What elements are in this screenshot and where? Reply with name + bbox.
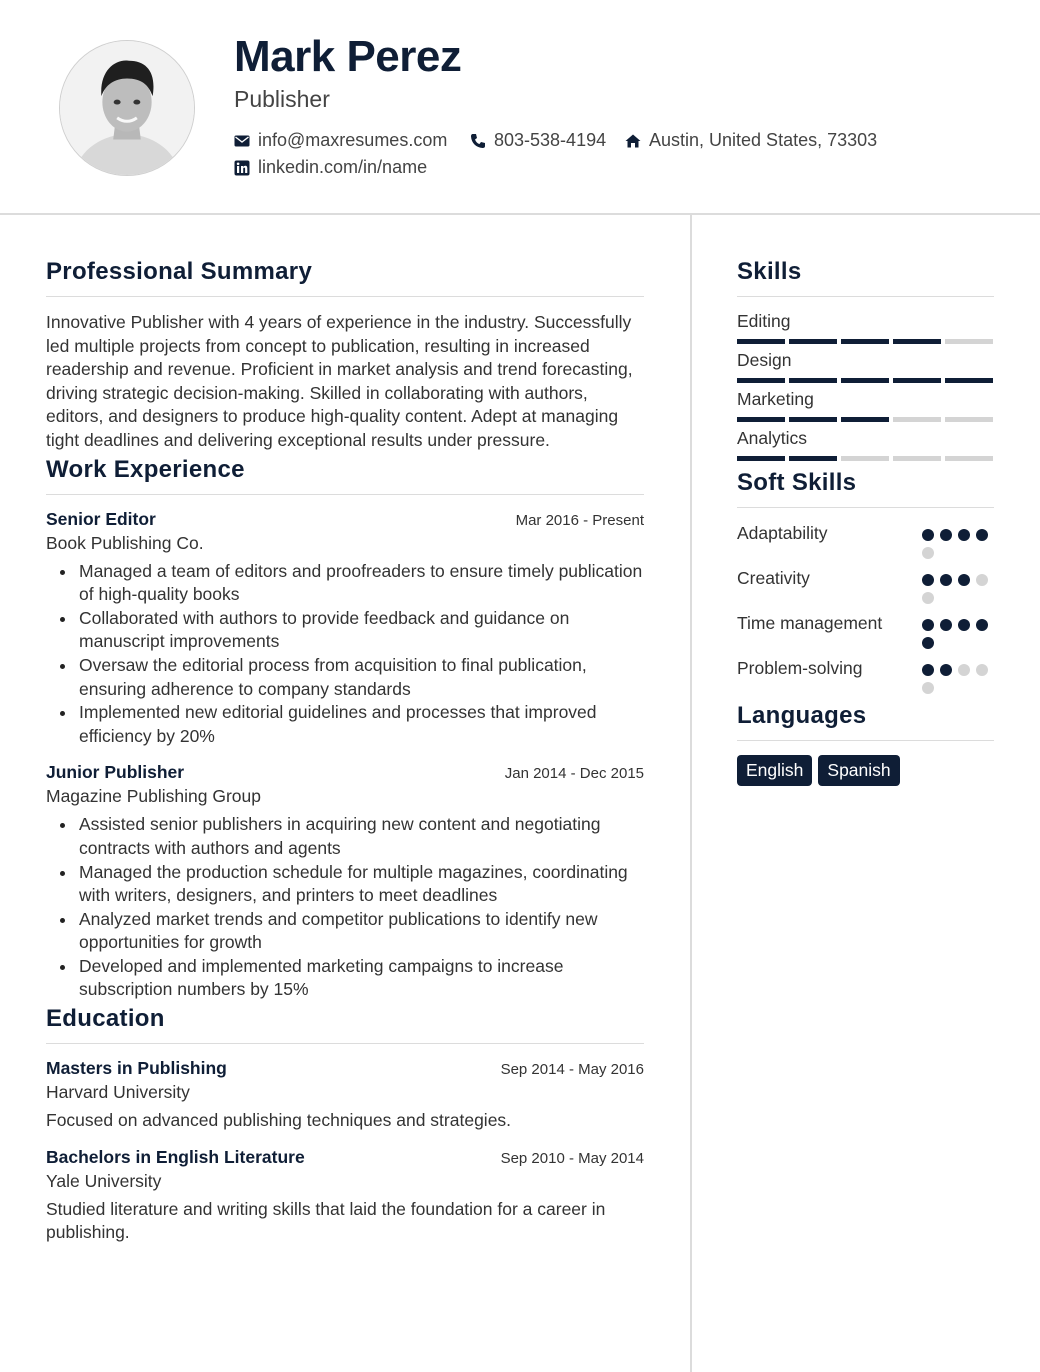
soft-skill-item: [737, 612, 994, 649]
skill-level-segment: [841, 417, 889, 422]
rating-dot: [976, 664, 988, 676]
soft-skill-item: [737, 567, 994, 604]
home-icon: [625, 133, 641, 149]
soft-skill-item: [737, 522, 994, 559]
rating-dot: [958, 619, 970, 631]
soft-skill-name: Problem-solving: [737, 658, 863, 678]
list-item: Collaborated with authors to provide feedback and guidance on manuscript improvements: [46, 607, 644, 654]
soft-skill-name: Creativity: [737, 568, 810, 588]
job-entry: [46, 509, 644, 749]
skills-section: [737, 258, 994, 461]
skill-level-bar: [737, 339, 994, 344]
soft-skills-list: [737, 522, 994, 694]
job-bullets: [46, 560, 644, 749]
rating-dot: [976, 529, 988, 541]
school-name: Yale University: [46, 1170, 162, 1191]
skill-name: Analytics: [737, 428, 808, 448]
rating-dot: [922, 529, 934, 541]
experience-section: [46, 456, 644, 1003]
rating-dot: [922, 547, 934, 559]
soft-skills-heading: Soft Skills: [737, 469, 994, 508]
job-title: Junior Publisher: [46, 762, 185, 783]
summary-heading: Professional Summary: [46, 258, 644, 297]
skill-level-segment: [841, 339, 889, 344]
school-name: Harvard University: [46, 1082, 190, 1103]
candidate-name: Mark Perez: [234, 32, 462, 81]
skill-level-segment: [789, 417, 837, 422]
degree-title: Masters in Publishing: [46, 1058, 227, 1079]
linkedin-text[interactable]: linkedin.com/in/name: [258, 157, 428, 177]
education-desc: Studied literature and writing skills that laid the foundation for a career in publishing.: [46, 1198, 606, 1243]
skill-level-segment: [737, 417, 785, 422]
person-avatar-icon: [60, 41, 194, 175]
rating-dot: [940, 664, 952, 676]
contact-location: [625, 130, 877, 151]
rating-dot: [922, 682, 934, 694]
rating-dot: [922, 592, 934, 604]
resume-header: [0, 0, 1040, 215]
skill-name: Marketing: [737, 389, 814, 409]
job-entry: [46, 762, 644, 1002]
main-column: [46, 258, 644, 1259]
skill-level-bar: [737, 417, 994, 422]
candidate-title: Publisher: [234, 86, 330, 112]
skill-level-segment: [737, 339, 785, 344]
skill-level-segment: [737, 378, 785, 383]
rating-dot: [958, 664, 970, 676]
contact-linkedin[interactable]: [234, 157, 427, 178]
soft-skill-item: [737, 657, 994, 694]
skill-level-segment: [945, 456, 993, 461]
skill-level-bar: [737, 378, 994, 383]
list-item: Implemented new editorial guidelines and processes that improved efficiency by 20%: [46, 701, 644, 748]
education-date: Sep 2010 - May 2014: [500, 1149, 644, 1167]
language-tag: Spanish: [818, 755, 899, 786]
rating-dot: [922, 619, 934, 631]
rating-dot: [958, 574, 970, 586]
list-item: Assisted senior publishers in acquiring new content and negotiating contracts with authors and agents: [46, 813, 644, 860]
education-section: [46, 1005, 644, 1245]
list-item: Analyzed market trends and competitor publications to identify new opportunities for growth: [46, 908, 644, 955]
skills-heading: Skills: [737, 258, 994, 297]
job-date: Mar 2016 - Present: [515, 511, 644, 529]
skill-level-segment: [737, 456, 785, 461]
skill-item: [737, 389, 994, 422]
soft-skill-rating: [922, 612, 994, 649]
rating-dot: [922, 664, 934, 676]
education-desc: Focused on advanced publishing techniques and strategies.: [46, 1110, 512, 1131]
job-company: Magazine Publishing Group: [46, 786, 261, 807]
summary-text: Innovative Publisher with 4 years of experience in the industry. Successfully led multiple projects from concept to publication, resulting in increased readership and revenue. Proficient in market analysis and trend forecasting, driving strategic decision-making. Skilled in collaborating with authors, editors, and designers to produce high-quality content. Adept at managing tight deadlines and delivering exceptional results under pressure.: [46, 312, 633, 450]
linkedin-icon: [234, 160, 250, 176]
job-bullets: [46, 813, 644, 1002]
skill-item: [737, 311, 994, 344]
soft-skill-rating: [922, 522, 994, 559]
skill-level-segment: [945, 339, 993, 344]
phone-icon: [470, 133, 486, 149]
skill-name: Design: [737, 350, 792, 370]
language-tag: English: [737, 755, 812, 786]
language-tags: [737, 755, 994, 786]
skill-level-segment: [893, 417, 941, 422]
skill-level-segment: [893, 456, 941, 461]
skill-name: Editing: [737, 311, 791, 331]
education-entry: [46, 1058, 644, 1133]
list-item: Developed and implemented marketing campaigns to increase subscription numbers by 15%: [46, 955, 644, 1002]
column-divider: [690, 215, 692, 1372]
experience-heading: Work Experience: [46, 456, 644, 495]
rating-dot: [976, 574, 988, 586]
list-item: Managed a team of editors and proofreaders to ensure timely publication of high-quality books: [46, 560, 644, 607]
rating-dot: [958, 529, 970, 541]
soft-skills-section: [737, 469, 994, 694]
rating-dot: [940, 574, 952, 586]
job-title: Senior Editor: [46, 508, 156, 529]
phone-text[interactable]: 803-538-4194: [494, 130, 607, 150]
languages-heading: Languages: [737, 702, 994, 741]
languages-section: [737, 702, 994, 786]
email-text[interactable]: info@maxresumes.com: [258, 130, 448, 150]
skill-level-segment: [789, 456, 837, 461]
summary-section: [46, 258, 644, 453]
education-entry: [46, 1147, 644, 1245]
side-column: [737, 258, 994, 786]
envelope-icon: [234, 133, 250, 149]
rating-dot: [976, 619, 988, 631]
job-date: Jan 2014 - Dec 2015: [504, 765, 644, 783]
rating-dot: [940, 529, 952, 541]
skill-level-segment: [945, 417, 993, 422]
skill-level-segment: [893, 378, 941, 383]
skill-level-segment: [789, 378, 837, 383]
skill-item: [737, 428, 994, 461]
degree-title: Bachelors in English Literature: [46, 1146, 305, 1167]
profile-photo: [59, 40, 195, 176]
list-item: Oversaw the editorial process from acquisition to final publication, ensuring adherence to company standards: [46, 654, 644, 701]
list-item: Managed the production schedule for multiple magazines, coordinating with writers, designers, and printers to meet deadlines: [46, 861, 644, 908]
skills-list: [737, 311, 994, 461]
soft-skill-rating: [922, 657, 994, 694]
soft-skill-name: Adaptability: [737, 523, 828, 543]
rating-dot: [940, 619, 952, 631]
contact-email[interactable]: [234, 130, 447, 151]
job-company: Book Publishing Co.: [46, 532, 204, 553]
skill-level-segment: [841, 456, 889, 461]
skill-level-segment: [945, 378, 993, 383]
location-text: Austin, United States, 73303: [649, 130, 878, 150]
education-date: Sep 2014 - May 2016: [500, 1061, 644, 1079]
skill-level-segment: [893, 339, 941, 344]
rating-dot: [922, 574, 934, 586]
skill-level-segment: [789, 339, 837, 344]
education-heading: Education: [46, 1005, 644, 1044]
skill-item: [737, 350, 994, 383]
skill-level-bar: [737, 456, 994, 461]
soft-skill-rating: [922, 567, 994, 604]
contact-phone[interactable]: [470, 130, 606, 151]
skill-level-segment: [841, 378, 889, 383]
soft-skill-name: Time management: [737, 613, 883, 633]
rating-dot: [922, 637, 934, 649]
